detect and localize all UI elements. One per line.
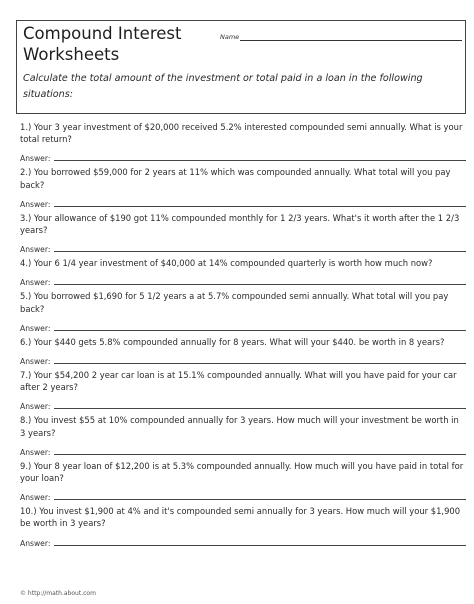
name-label: Name — [220, 33, 240, 41]
answer-row — [20, 236, 466, 254]
footer — [20, 590, 96, 597]
question-text: 6.) Your $440 gets 5.8% compounded annually for 8 years. What will your $440. be worth in 8 years? — [20, 336, 445, 347]
answer-label: Answer: — [20, 357, 51, 367]
worksheet-page — [6, 6, 468, 598]
question-text: 5.) You borrowed $1,690 for 5 1/2 years a at 5.7% compounded semi annually. What total will you pay back? — [20, 291, 449, 314]
answer-line — [54, 363, 466, 364]
copyright-icon: © — [20, 590, 26, 597]
footer-url[interactable]: http://math.about.com — [27, 590, 96, 597]
answer-row — [20, 348, 466, 366]
question-item — [20, 460, 466, 502]
question-item — [20, 290, 466, 332]
question-item — [20, 121, 466, 163]
worksheet-title: Compound Interest Worksheets — [23, 24, 182, 64]
answer-row — [20, 530, 466, 548]
question-item — [20, 336, 466, 366]
answer-label: Answer: — [20, 402, 51, 412]
question-text: 1.) Your 3 year investment of $20,000 received 5.2% interested compounded semi annually. What is your total return? — [20, 122, 463, 145]
answer-line — [54, 408, 466, 409]
answer-line — [54, 284, 466, 285]
answer-label: Answer: — [20, 278, 51, 288]
question-item — [20, 257, 466, 287]
answer-label: Answer: — [20, 245, 51, 255]
question-text: 10.) You invest $1,900 at 4% and it's compounded semi annually for 3 years. How much will your $1,900 be worth in 3 years? — [20, 506, 461, 529]
answer-label: Answer: — [20, 538, 51, 548]
name-line — [240, 40, 462, 41]
header-box — [16, 20, 466, 114]
answer-line — [54, 499, 466, 500]
answer-label: Answer: — [20, 199, 51, 209]
instructions-text: Calculate the total amount of the investment or total paid in a loan in the following situations: — [23, 73, 423, 100]
answer-row — [20, 269, 466, 287]
answer-line — [54, 251, 466, 252]
question-text: 7.) Your $54,200 2 year car loan is at 15.1% compounded annually. What will you have paid for your car after 2 years? — [20, 370, 457, 393]
answer-row — [20, 439, 466, 457]
question-item — [20, 414, 466, 456]
question-item — [20, 369, 466, 411]
answer-row — [20, 315, 466, 333]
question-text: 2.) You borrowed $59,000 for 2 years at 11% which was compounded annually. What total will you pay back? — [20, 167, 451, 190]
question-text: 4.) Your 6 1/4 year investment of $40,000 at 14% compounded quarterly is worth how much now? — [20, 258, 433, 269]
answer-label: Answer: — [20, 493, 51, 503]
answer-label: Answer: — [20, 323, 51, 333]
question-text: 3.) Your allowance of $190 got 11% compounded monthly for 1 2/3 years. What's it worth after the 1 2/3 years? — [20, 212, 460, 236]
answer-label: Answer: — [20, 447, 51, 457]
question-item — [20, 505, 466, 547]
answer-row — [20, 145, 466, 163]
question-item — [20, 212, 466, 254]
answer-line — [54, 545, 466, 546]
answer-row — [20, 191, 466, 209]
answer-line — [54, 330, 466, 331]
answer-line — [54, 160, 466, 161]
answer-row — [20, 393, 466, 411]
question-text: 9.) Your 8 year loan of $12,200 is at 5.3% compounded annually. How much will you have paid in total for your loan? — [20, 460, 464, 484]
answer-row — [20, 484, 466, 502]
question-text: 8.) You invest $55 at 10% compounded annually for 3 years. How much will your investment be worth in 3 years? — [20, 415, 459, 438]
answer-label: Answer: — [20, 154, 51, 164]
answer-line — [54, 206, 466, 207]
answer-line — [54, 454, 466, 455]
question-list — [20, 121, 466, 551]
question-item — [20, 166, 466, 208]
